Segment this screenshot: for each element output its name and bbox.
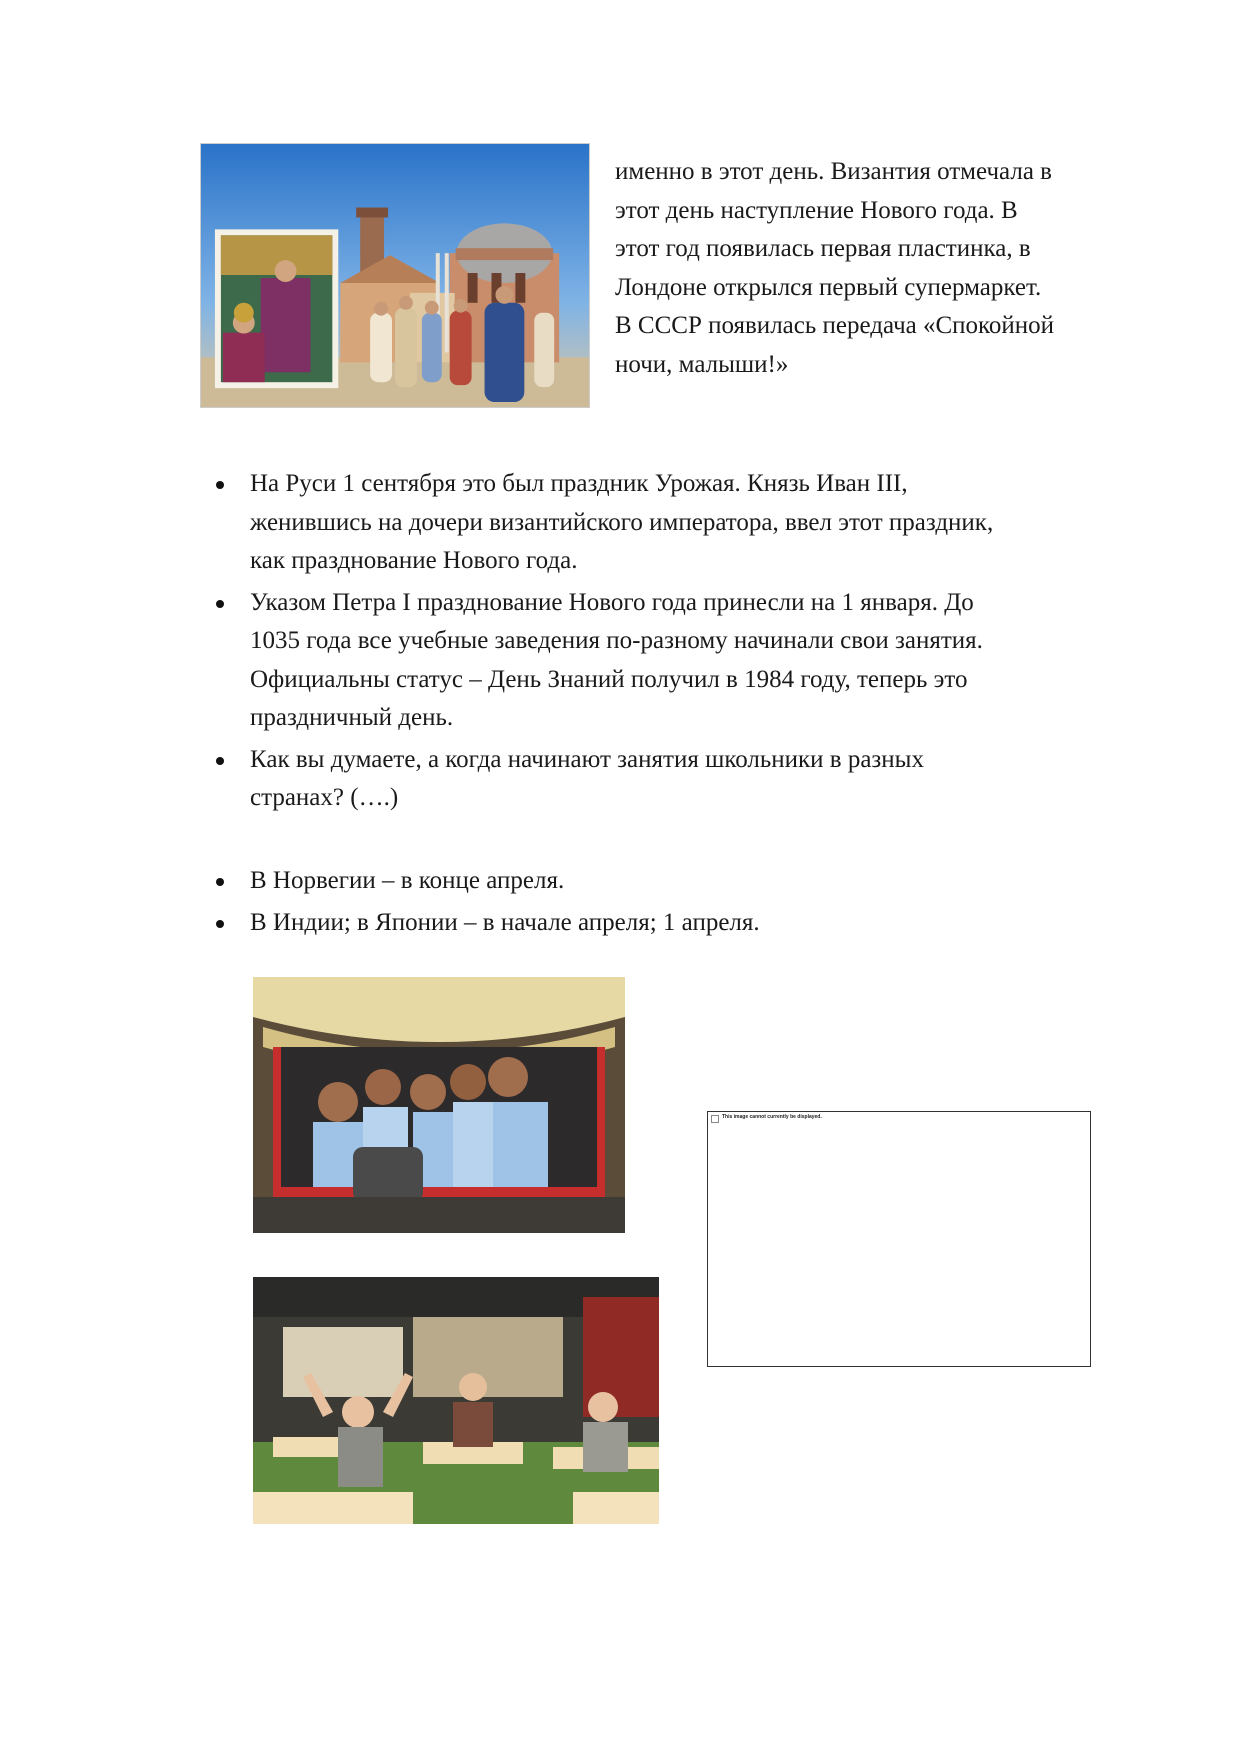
intro-line: ночи, малыши!» <box>615 350 789 378</box>
list-item-line: Официальны статус – День Знаний получил в 1984 году, теперь это <box>250 665 968 693</box>
intro-line: этот год появилась первая пластинка, в <box>615 235 1031 262</box>
bullet-icon <box>216 600 224 608</box>
india-schoolchildren-photo <box>253 977 625 1233</box>
intro-line: именно в этот день. Византия отмечала в <box>615 158 1052 185</box>
byzantium-illustration <box>200 143 590 408</box>
bullet-icon <box>216 878 224 886</box>
list-item-line: странах? (….) <box>250 784 399 811</box>
bullet-icon <box>216 481 224 489</box>
broken-image-icon <box>711 1115 719 1123</box>
list-item <box>200 584 1150 738</box>
list-item-line: На Руси 1 сентября это был праздник Урожая. Князь Иван III, <box>250 470 908 497</box>
list-item <box>200 465 1150 581</box>
intro-line: Лондоне открылся первый супермаркет. <box>615 273 1042 301</box>
list-item-line: как празднование Нового года. <box>250 547 578 574</box>
bullet-list-countries <box>200 862 1150 942</box>
norway-classroom-photo <box>253 1277 659 1524</box>
list-item-line: В Индии; в Японии – в начале апреля; 1 апреля. <box>250 908 760 936</box>
bullet-list-history <box>200 465 1150 818</box>
list-item <box>200 862 1150 901</box>
intro-line: этот день наступление Нового года. В <box>615 196 1018 224</box>
intro-line: В СССР появилась передача «Спокойной <box>615 312 1055 339</box>
list-item-line: Указом Петра I празднование Нового года принесли на 1 января. До <box>250 588 974 616</box>
bullet-icon <box>216 757 224 765</box>
list-item <box>200 741 1150 818</box>
list-item-line: Как вы думаете, а когда начинают занятия школьники в разных <box>250 745 924 773</box>
list-item-line: 1035 года все учебные заведения по-разному начинали свои занятия. <box>250 627 983 654</box>
list-item-line: праздничный день. <box>250 704 454 731</box>
intro-paragraph <box>615 153 1175 384</box>
broken-image-text: This image cannot currently be displayed. <box>722 1114 822 1120</box>
list-item-line: В Норвегии – в конце апреля. <box>250 867 565 894</box>
broken-image-placeholder <box>707 1111 1091 1367</box>
bullet-icon <box>216 920 224 928</box>
list-item-line: женившись на дочери византийского императора, ввел этот праздник, <box>250 508 994 536</box>
list-item <box>200 904 1150 943</box>
